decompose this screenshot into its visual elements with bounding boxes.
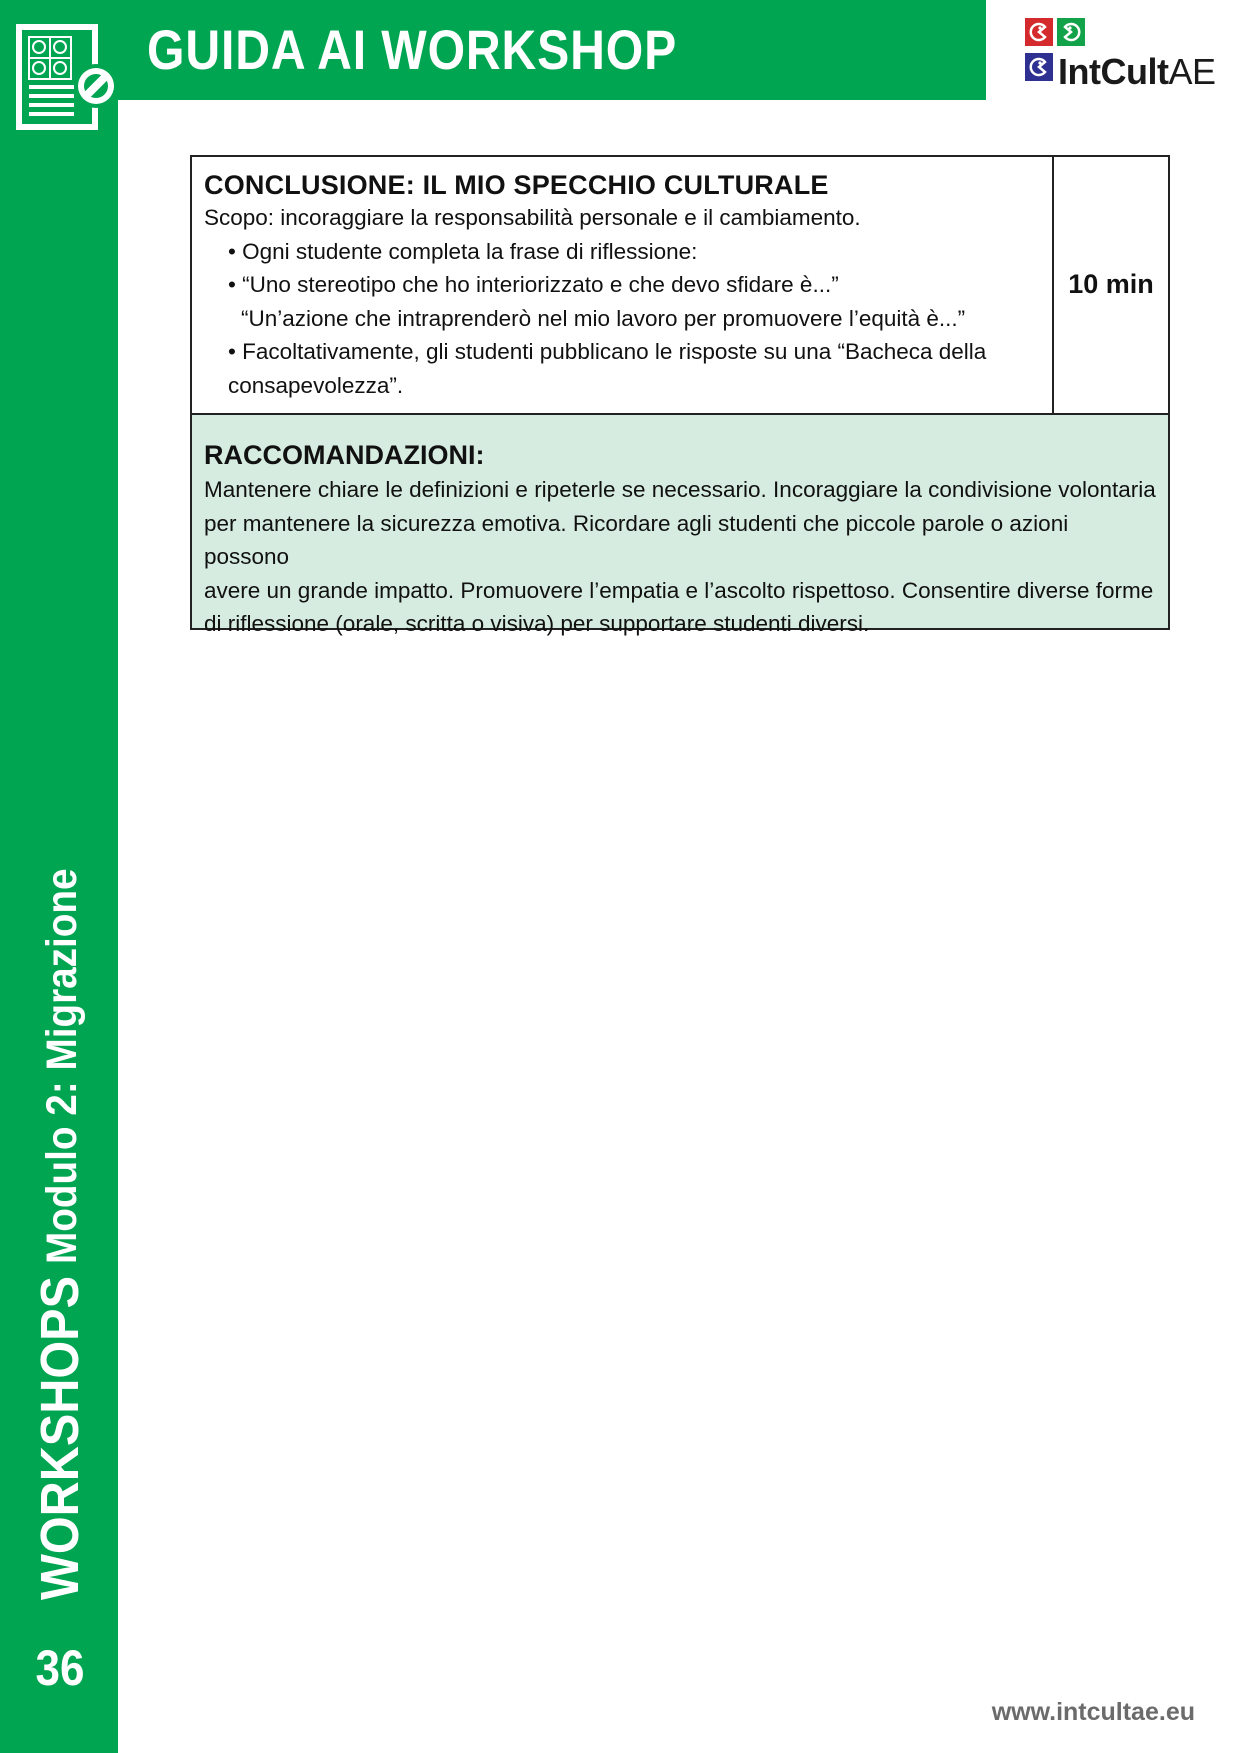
recommendations-row [192, 415, 1168, 636]
activity-description-cell [192, 157, 1054, 413]
logo-face-blue-icon [1025, 53, 1053, 81]
page-number: 36 [35, 1640, 85, 1696]
logo-text-light: AE [1168, 51, 1216, 92]
intcultae-logo [1025, 18, 1225, 90]
activity-duration: 10 min [1068, 268, 1154, 299]
activity-row [192, 157, 1168, 415]
activity-line: “Un’azione che intraprenderò nel mio lavoro per promuovere l’equità è...” [241, 305, 966, 331]
activity-table [190, 155, 1170, 636]
activity-line: • Ogni studente completa la frase di riflessione: [228, 238, 698, 264]
sidebar-label-workshops: WORKSHOPS [30, 1275, 90, 1600]
recommendations-line: per mantenere la sicurezza emotiva. Ricordare agli studenti che piccole parole o azioni possono [204, 510, 1069, 569]
activity-line: consapevolezza”. [228, 372, 404, 398]
logo-face-red-icon [1025, 18, 1053, 46]
recommendations-line: Mantenere chiare le definizioni e ripeterle se necessario. Incoraggiare la condivisione volontaria [204, 477, 1156, 502]
activity-line: • “Uno stereotipo che ho interiorizzato e che devo sfidare è...” [228, 272, 839, 297]
logo-text-bold: IntCult [1058, 51, 1169, 92]
sidebar-vertical-label [30, 780, 90, 1600]
activity-line: • Facoltativamente, gli studenti pubblicano le risposte su una “Bacheca della [228, 339, 987, 364]
recommendations-line: di riflessione (orale, scritta o visiva) per supportare studenti diversi. [204, 611, 870, 636]
logo-wordmark [1058, 52, 1216, 92]
footer-website-link[interactable]: www.intcultae.eu [991, 1698, 1195, 1726]
logo-face-green-icon [1057, 18, 1085, 46]
workshop-guide-icon [16, 24, 120, 132]
recommendations-title: RACCOMANDAZIONI: [204, 440, 485, 470]
activity-purpose: Scopo: incoraggiare la responsabilità personale e il cambiamento. [204, 205, 861, 230]
page-header-title: GUIDA AI WORKSHOP [147, 18, 678, 81]
recommendations-line: avere un grande impatto. Promuovere l’empatia e l’ascolto rispettoso. Consentire diverse forme [204, 577, 1154, 603]
sidebar-label-module: Modulo 2: Migrazione [38, 868, 86, 1264]
activity-title: CONCLUSIONE: IL MIO SPECCHIO CULTURALE [204, 170, 829, 200]
